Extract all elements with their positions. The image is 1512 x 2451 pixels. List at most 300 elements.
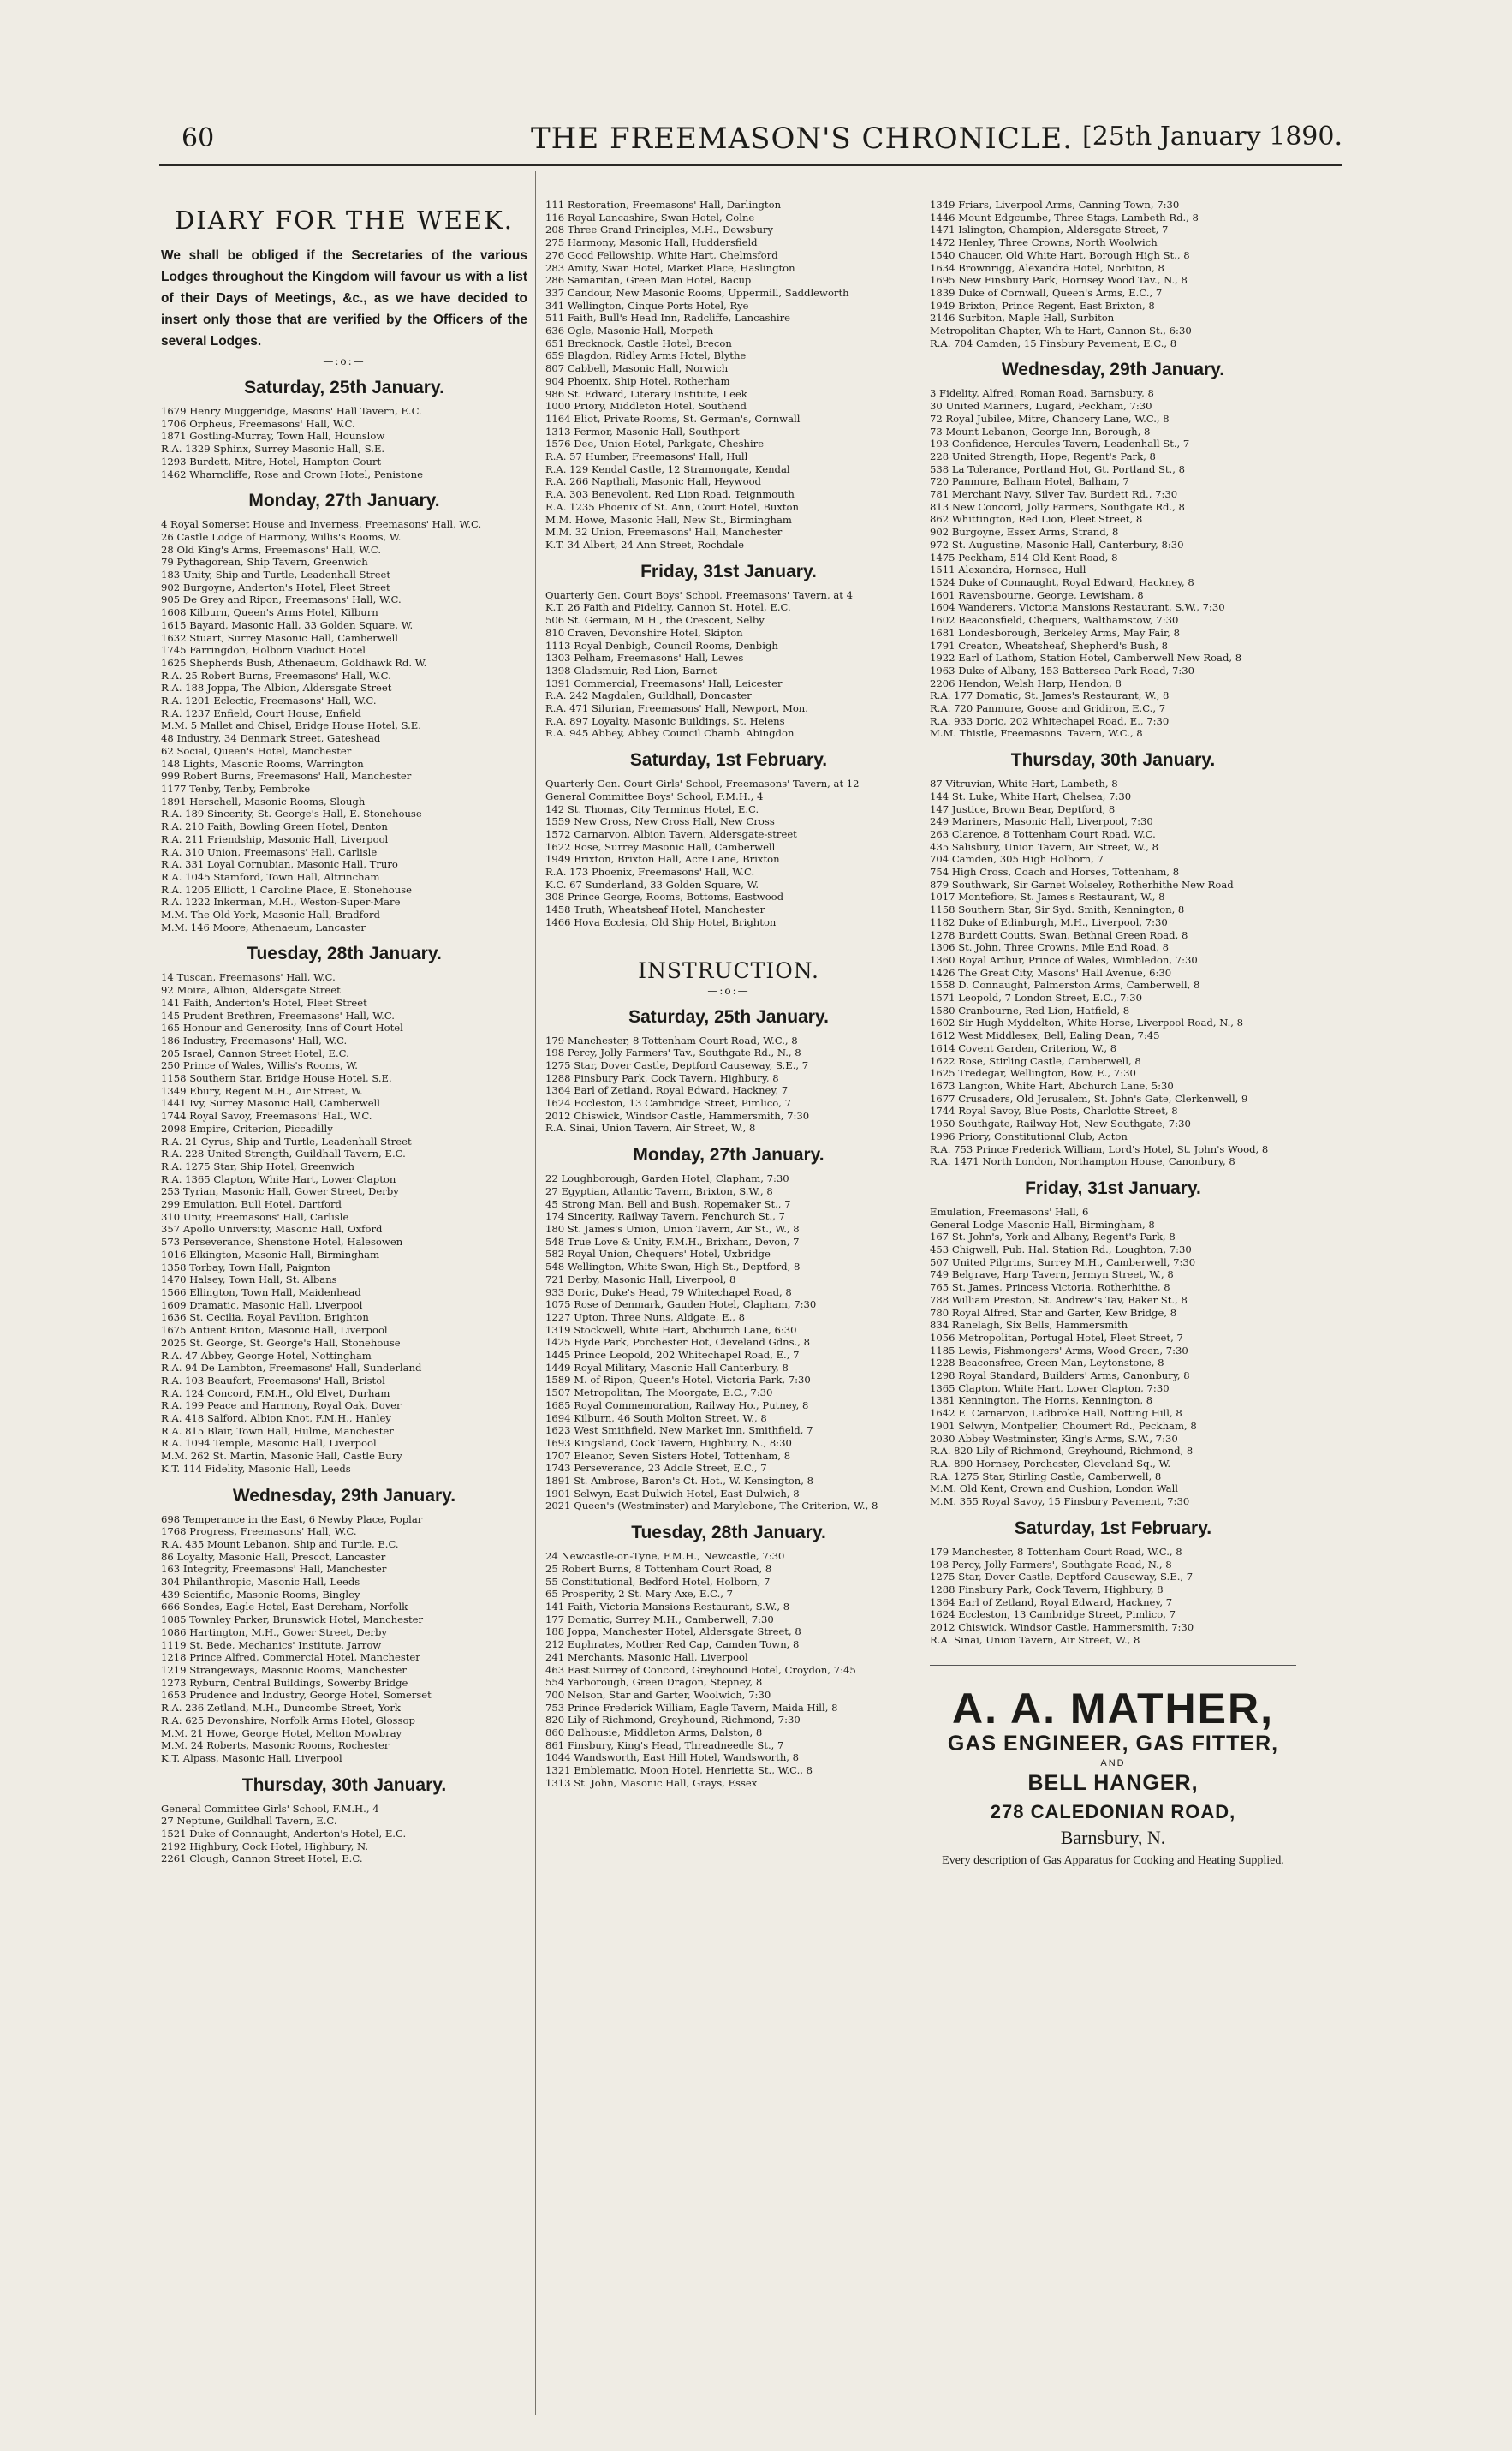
lodge-entry: R.A. 1237 Enfield, Court House, Enfield	[161, 707, 361, 719]
lodge-entry: General Committee Girls' School, F.M.H., 4	[161, 1802, 379, 1815]
lodge-entry: 1614 Covent Garden, Criterion, W., 8	[930, 1041, 1117, 1054]
lodge-entry: 1572 Carnarvon, Albion Tavern, Aldersgate-street	[545, 827, 797, 840]
lodge-entry: 573 Perseverance, Shenstone Hotel, Halesowen	[161, 1236, 403, 1249]
column-1	[161, 199, 527, 1865]
lodge-entry: 879 Southwark, Sir Garnet Wolseley, Rotherhithe New Road	[930, 878, 1234, 891]
separator: —:o:—	[707, 984, 750, 997]
entry-list	[545, 1035, 912, 1136]
lodge-entry: 506 St. Germain, M.H., the Crescent, Selby	[545, 614, 765, 627]
lodge-entry: 1446 Mount Edgcumbe, Three Stags, Lambeth Rd., 8	[930, 211, 1199, 224]
lodge-entry: 807 Cabbell, Masonic Hall, Norwich	[545, 362, 729, 375]
lodge-entry: 435 Salisbury, Union Tavern, Air Street, W., 8	[930, 840, 1158, 853]
lodge-entry: 972 St. Augustine, Masonic Hall, Canterbury, 8:30	[930, 538, 1184, 551]
lodge-entry: 1612 West Middlesex, Bell, Ealing Dean, 7:45	[930, 1029, 1160, 1042]
lodge-entry: 198 Percy, Jolly Farmers', Southgate Road, N., 8	[930, 1558, 1172, 1571]
ad-trade-2: BELL HANGER,	[1027, 1771, 1199, 1796]
lodge-entry: 834 Ranelagh, Six Bells, Hammersmith	[930, 1319, 1128, 1332]
day-heading: Thursday, 30th January.	[241, 1774, 447, 1795]
entry-list	[930, 387, 1296, 740]
entry-list	[161, 1803, 527, 1866]
lodge-entry: 1086 Hartington, M.H., Gower Street, Derby	[161, 1625, 388, 1638]
lodge-entry: 1901 Selwyn, Montpelier, Choumert Rd., Peckham, 8	[930, 1419, 1197, 1432]
entry-list	[161, 518, 527, 933]
lodge-entry: General Lodge Masonic Hall, Birmingham, 8	[930, 1218, 1155, 1231]
lodge-entry: 1288 Finsbury Park, Cock Tavern, Highbury, 8	[545, 1071, 779, 1084]
lodge-entry: 1313 Fermor, Masonic Hall, Southport	[545, 425, 740, 438]
lodge-entry: 1449 Royal Military, Masonic Hall Canterbury, 8	[545, 1361, 789, 1374]
lodge-entry: 902 Burgoyne, Essex Arms, Strand, 8	[930, 526, 1119, 539]
lodge-entry: M.M. Old Kent, Crown and Cushion, London Wall	[930, 1482, 1178, 1495]
lodge-entry: 1601 Ravensbourne, George, Lewisham, 8	[930, 588, 1144, 601]
ad-conjunction: AND	[1100, 1758, 1126, 1769]
lodge-entry: 1707 Eleanor, Seven Sisters Hotel, Tottenham, 8	[545, 1449, 791, 1462]
entry-list	[161, 1513, 527, 1765]
lodge-entry: 1922 Earl of Lathom, Station Hotel, Camberwell New Road, 8	[930, 652, 1242, 665]
lodge-entry: R.A. 331 Loyal Cornubian, Masonic Hall, Truro	[161, 858, 398, 871]
lodge-entry: 55 Constitutional, Bedford Hotel, Holborn, 7	[545, 1575, 771, 1588]
lodge-entry: 1996 Priory, Constitutional Club, Acton	[930, 1130, 1128, 1142]
page-header	[128, 120, 1342, 161]
lodge-entry: 511 Faith, Bull's Head Inn, Radcliffe, Lancashire	[545, 312, 791, 325]
lodge-entry: 1113 Royal Denbigh, Council Rooms, Denbigh	[545, 639, 778, 652]
lodge-entry: 286 Samaritan, Green Man Hotel, Bacup	[545, 274, 752, 287]
lodge-entry: General Committee Boys' School, F.M.H., 4	[545, 790, 764, 802]
day-heading: Monday, 27th January.	[248, 491, 440, 511]
lodge-entry: K.T. 114 Fidelity, Masonic Hall, Leeds	[161, 1462, 351, 1475]
lodge-entry: 721 Derby, Masonic Hall, Liverpool, 8	[545, 1273, 736, 1285]
lodge-entry: 28 Old King's Arms, Freemasons' Hall, W.C.	[161, 543, 382, 556]
lodge-entry: 1653 Prudence and Industry, George Hotel, Somerset	[161, 1689, 432, 1702]
lodge-entry: 861 Finsbury, King's Head, Threadneedle St., 7	[545, 1738, 784, 1751]
lodge-entry: 308 Prince George, Rooms, Bottoms, Eastwood	[545, 891, 784, 903]
lodge-entry: 1445 Prince Leopold, 202 Whitechapel Road, E., 7	[545, 1349, 800, 1362]
lodge-entry: 1425 Hyde Park, Porchester Hot, Cleveland Gdns., 8	[545, 1336, 811, 1349]
lodge-entry: R.A. 177 Domatic, St. James's Restaurant, W., 8	[930, 689, 1170, 702]
lodge-entry: 1679 Henry Muggeridge, Masons' Hall Tavern, E.C.	[161, 405, 422, 417]
day-heading: Saturday, 25th January.	[244, 378, 444, 397]
lodge-entry: 177 Domatic, Surrey M.H., Camberwell, 7:30	[545, 1613, 774, 1625]
lodge-entry: 45 Strong Man, Bell and Bush, Ropemaker St., 7	[545, 1197, 791, 1210]
lodge-entry: R.A. 211 Friendship, Masonic Hall, Liverpool	[161, 832, 389, 845]
lodge-entry: R.A. 188 Joppa, The Albion, Aldersgate Street	[161, 682, 392, 695]
lodge-entry: 174 Sincerity, Railway Tavern, Fenchurch St., 7	[545, 1210, 785, 1223]
lodge-entry: R.A. 945 Abbey, Abbey Council Chamb. Abingdon	[545, 727, 795, 740]
lodge-entry: 1625 Shepherds Bush, Athenaeum, Goldhawk Rd. W.	[161, 656, 427, 669]
lodge-entry: 1623 West Smithfield, New Market Inn, Smithfield, 7	[545, 1424, 813, 1437]
lodge-entry: 1044 Wandsworth, East Hill Hotel, Wandsworth, 8	[545, 1751, 800, 1764]
lodge-entry: R.A. 228 United Strength, Guildhall Tavern, E.C.	[161, 1148, 406, 1160]
lodge-entry: M.M. Thistle, Freemasons' Tavern, W.C., 8	[930, 727, 1143, 740]
lodge-entry: 1365 Clapton, White Hart, Lower Clapton, 7:30	[930, 1381, 1170, 1394]
lodge-entry: R.A. 189 Sincerity, St. George's Hall, E. Stonehouse	[161, 808, 422, 820]
lodge-entry: 299 Emulation, Bull Hotel, Dartford	[161, 1198, 342, 1211]
lodge-entry: R.A. 21 Cyrus, Ship and Turtle, Leadenhall Street	[161, 1135, 412, 1148]
lodge-entry: 765 St. James, Princess Victoria, Rotherhithe, 8	[930, 1281, 1170, 1294]
lodge-entry: 65 Prosperity, 2 St. Mary Axe, E.C., 7	[545, 1588, 734, 1601]
lodge-entry: 179 Manchester, 8 Tottenham Court Road, W.C., 8	[545, 1034, 798, 1047]
lodge-entry: 1634 Brownrigg, Alexandra Hotel, Norbiton, 8	[930, 261, 1164, 274]
continued-entries	[930, 199, 1296, 349]
lodge-entry: 1298 Royal Standard, Builders' Arms, Canonbury, 8	[930, 1369, 1190, 1382]
lodge-entry: 1624 Eccleston, 13 Cambridge Street, Pimlico, 7	[930, 1608, 1176, 1621]
lodge-entry: 250 Prince of Wales, Willis's Rooms, W.	[161, 1059, 358, 1072]
ad-description: Every description of Gas Apparatus for Cooking and Heating Supplied.	[942, 1854, 1284, 1868]
lodge-entry: 1273 Ryburn, Central Buildings, Sowerby Bridge	[161, 1676, 408, 1689]
lodge-entry: 22 Loughborough, Garden Hotel, Clapham, 7:30	[545, 1172, 789, 1185]
lodge-entry: 276 Good Fellowship, White Hart, Chelmsford	[545, 248, 778, 261]
lodge-entry: 1622 Rose, Stirling Castle, Camberwell, 8	[930, 1054, 1141, 1067]
lodge-entry: 820 Lily of Richmond, Greyhound, Richmond, 7:30	[545, 1714, 801, 1726]
lodge-entry: R.A. 625 Devonshire, Norfolk Arms Hotel, Glossop	[161, 1714, 415, 1726]
lodge-entry: 933 Doric, Duke's Head, 79 Whitechapel Road, 8	[545, 1285, 792, 1298]
lodge-entry: 253 Tyrian, Masonic Hall, Gower Street, Derby	[161, 1185, 399, 1198]
lodge-entry: R.A. 471 Silurian, Freemasons' Hall, Newport, Mon.	[545, 702, 808, 715]
lodge-entry: Quarterly Gen. Court Girls' School, Freemasons' Tavern, at 12	[545, 778, 860, 790]
lodge-entry: 144 St. Luke, White Hart, Chelsea, 7:30	[930, 790, 1132, 802]
lodge-entry: 1228 Beaconsfree, Green Man, Leytonstone, 8	[930, 1357, 1164, 1369]
lodge-entry: 1891 Herschell, Masonic Rooms, Slough	[161, 795, 366, 808]
lodge-entry: 1624 Eccleston, 13 Cambridge Street, Pimlico, 7	[545, 1097, 791, 1110]
instruction-days	[930, 360, 1296, 1646]
lodge-entry: 1441 Ivy, Surrey Masonic Hall, Camberwell	[161, 1097, 380, 1110]
lodge-entry: R.A. 1275 Star, Ship Hotel, Greenwich	[161, 1160, 354, 1172]
lodge-entry: 1278 Burdett Coutts, Swan, Bethnal Green Road, 8	[930, 928, 1188, 941]
lodge-entry: R.A. 173 Phoenix, Freemasons' Hall, W.C.	[545, 866, 755, 879]
lodge-entry: 1571 Leopold, 7 London Street, E.C., 7:30	[930, 992, 1142, 1005]
lodge-entry: R.A. 103 Beaufort, Freemasons' Hall, Bristol	[161, 1374, 385, 1387]
lodge-entry: 180 St. James's Union, Union Tavern, Air St., W., 8	[545, 1223, 800, 1235]
lodge-entry: R.A. 815 Blair, Town Hall, Hulme, Manchester	[161, 1424, 394, 1437]
lodge-entry: 1768 Progress, Freemasons' Hall, W.C.	[161, 1525, 357, 1538]
lodge-entry: 698 Temperance in the East, 6 Newby Place, Poplar	[161, 1512, 423, 1525]
lodge-entry: R.A. 1329 Sphinx, Surrey Masonic Hall, S.E.	[161, 443, 385, 456]
lodge-entry: M.M. 262 St. Martin, Masonic Hall, Castle Bury	[161, 1450, 402, 1463]
lodge-entry: 1000 Priory, Middleton Hotel, Southend	[545, 400, 747, 413]
lodge-entry: 1706 Orpheus, Freemasons' Hall, W.C.	[161, 417, 355, 430]
lodge-entry: R.A. 1471 North London, Northampton House, Canonbury, 8	[930, 1155, 1235, 1168]
lodge-entry: 167 St. John's, York and Albany, Regent's Park, 8	[930, 1231, 1176, 1243]
lodge-entry: 1075 Rose of Denmark, Gauden Hotel, Clapham, 7:30	[545, 1298, 817, 1311]
lodge-entry: Metropolitan Chapter, Wh te Hart, Cannon St., 6:30	[930, 325, 1192, 337]
lodge-entry: R.A. 1235 Phoenix of St. Ann, Court Hotel, Buxton	[545, 500, 799, 513]
day-heading: Saturday, 1st February.	[1014, 1518, 1212, 1538]
publication-title: THE FREEMASON'S CHRONICLE.	[531, 122, 1074, 156]
lodge-entry: 1472 Henley, Three Crowns, North Woolwich	[930, 236, 1158, 249]
lodge-entry: 439 Scientific, Masonic Rooms, Bingley	[161, 1588, 360, 1601]
lodge-entry: R.A. 1094 Temple, Masonic Hall, Liverpool	[161, 1437, 377, 1450]
day-heading: Monday, 27th January.	[633, 1145, 824, 1166]
lodge-entry: 1950 Southgate, Railway Hot, New Southgate, 7:30	[930, 1118, 1191, 1130]
lodge-entry: 73 Mount Lebanon, George Inn, Borough, 8	[930, 425, 1151, 438]
lodge-entry: 2012 Chiswick, Windsor Castle, Hammersmith, 7:30	[930, 1621, 1194, 1634]
lodge-entry: R.A. 94 De Lambton, Freemasons' Hall, Sunderland	[161, 1362, 422, 1375]
entry-list	[930, 778, 1296, 1168]
lodge-entry: 1426 The Great City, Masons' Hall Avenue, 6:30	[930, 966, 1172, 979]
diary-title: DIARY FOR THE WEEK.	[175, 206, 514, 235]
day-heading: Wednesday, 29th January.	[1001, 360, 1225, 380]
lodge-entry: 27 Egyptian, Atlantic Tavern, Brixton, S.W., 8	[545, 1184, 773, 1197]
column-3	[930, 199, 1296, 1867]
lodge-entry: 1695 New Finsbury Park, Hornsey Wood Tav., N., 8	[930, 274, 1188, 287]
lodge-entry: 1462 Wharncliffe, Rose and Crown Hotel, Penistone	[161, 468, 423, 480]
lodge-entry: R.A. 210 Faith, Bowling Green Hotel, Denton	[161, 820, 388, 833]
lodge-entry: 1685 Royal Commemoration, Railway Ho., Putney, 8	[545, 1398, 809, 1411]
lodge-entry: 1694 Kilburn, 46 South Molton Street, W., 8	[545, 1411, 767, 1424]
lodge-entry: 754 High Cross, Coach and Horses, Tottenham, 8	[930, 866, 1180, 879]
lodge-entry: 1675 Antient Briton, Masonic Hall, Liverpool	[161, 1324, 388, 1337]
lodge-entry: 30 United Mariners, Lugard, Peckham, 7:30	[930, 400, 1152, 413]
lodge-entry: 700 Nelson, Star and Garter, Woolwich, 7:30	[545, 1688, 771, 1701]
lodge-entry: 1398 Gladsmuir, Red Lion, Barnet	[545, 664, 717, 677]
lodge-entry: 1275 Star, Dover Castle, Deptford Causeway, S.E., 7	[545, 1059, 809, 1071]
lodge-entry: 304 Philanthropic, Masonic Hall, Leeds	[161, 1576, 360, 1589]
lodge-entry: 1963 Duke of Albany, 153 Battersea Park Road, 7:30	[930, 664, 1195, 677]
lodge-entry: 1391 Commercial, Freemasons' Hall, Leicester	[545, 677, 783, 689]
lodge-entry: 2021 Queen's (Westminster) and Marylebone, The Criterion, W., 8	[545, 1500, 878, 1512]
lodge-entry: 1558 D. Connaught, Palmerston Arms, Camberwell, 8	[930, 979, 1200, 992]
lodge-entry: 1625 Tredegar, Wellington, Bow, E., 7:30	[930, 1067, 1136, 1080]
lodge-entry: 810 Craven, Devonshire Hotel, Skipton	[545, 626, 743, 639]
lodge-entry: M.M. Howe, Masonic Hall, New St., Birmingham	[545, 513, 792, 526]
lodge-entry: 1458 Truth, Wheatsheaf Hotel, Manchester	[545, 903, 765, 916]
lodge-entry: 1218 Prince Alfred, Commercial Hotel, Manchester	[161, 1651, 420, 1664]
lodge-entry: 1681 Londesborough, Berkeley Arms, May Fair, 8	[930, 626, 1180, 639]
lodge-entry: 1313 St. John, Masonic Hall, Grays, Essex	[545, 1776, 758, 1789]
lodge-entry: 453 Chigwell, Pub. Hal. Station Rd., Loughton, 7:30	[930, 1243, 1192, 1256]
lodge-entry: 212 Euphrates, Mother Red Cap, Camden Town, 8	[545, 1638, 800, 1651]
entry-list	[161, 405, 527, 480]
lodge-entry: 548 Wellington, White Swan, High St., Deptford, 8	[545, 1261, 801, 1273]
lodge-entry: M.M. 21 Howe, George Hotel, Melton Mowbray	[161, 1726, 402, 1739]
instruction-days	[545, 1007, 912, 1790]
diary-days	[545, 562, 912, 929]
lodge-entry: R.A. 1222 Inkerman, M.H., Weston-Super-Mare	[161, 896, 401, 909]
lodge-entry: 283 Amity, Swan Hotel, Market Place, Haslington	[545, 261, 795, 274]
lodge-entry: 1632 Stuart, Surrey Masonic Hall, Camberwell	[161, 631, 399, 644]
lodge-entry: 860 Dalhousie, Middleton Arms, Dalston, 8	[545, 1726, 763, 1739]
lodge-entry: 26 Castle Lodge of Harmony, Willis's Rooms, W.	[161, 530, 402, 543]
lodge-entry: 72 Royal Jubilee, Mitre, Chancery Lane, W.C., 8	[930, 412, 1170, 425]
lodge-entry: R.A. 1045 Stamford, Town Hall, Altrincham	[161, 870, 380, 883]
lodge-entry: 263 Clarence, 8 Tottenham Court Road, W.C.	[930, 827, 1156, 840]
day-heading: Tuesday, 28th January.	[247, 944, 442, 964]
lodge-entry: R.A. 890 Hornsey, Porchester, Cleveland Sq., W.	[930, 1457, 1171, 1470]
lodge-entry: 24 Newcastle-on-Tyne, F.M.H., Newcastle, 7:30	[545, 1550, 785, 1563]
lodge-entry: Emulation, Freemasons' Hall, 6	[930, 1205, 1089, 1218]
lodge-entry: 704 Camden, 305 High Holborn, 7	[930, 853, 1104, 866]
lodge-entry: 165 Honour and Generosity, Inns of Court Hotel	[161, 1022, 403, 1035]
lodge-entry: 781 Merchant Navy, Silver Tav, Burdett Rd., 7:30	[930, 488, 1178, 501]
lodge-entry: 999 Robert Burns, Freemasons' Hall, Manchester	[161, 770, 412, 783]
lodge-entry: 275 Harmony, Masonic Hall, Huddersfield	[545, 236, 758, 249]
day-heading: Tuesday, 28th January.	[631, 1523, 826, 1543]
lodge-entry: 659 Blagdon, Ridley Arms Hotel, Blythe	[545, 349, 747, 362]
lodge-entry: 1471 Islington, Champion, Aldersgate Street, 7	[930, 224, 1169, 236]
lodge-entry: 1745 Farringdon, Holborn Viaduct Hotel	[161, 644, 366, 657]
lodge-entry: M.M. The Old York, Masonic Hall, Bradford	[161, 909, 380, 921]
lodge-entry: R.A. 242 Magdalen, Guildhall, Doncaster	[545, 689, 752, 702]
lodge-entry: 193 Confidence, Hercules Tavern, Leadenhall St., 7	[930, 438, 1190, 450]
lodge-entry: 1219 Strangeways, Masonic Rooms, Manchester	[161, 1663, 407, 1676]
lodge-entry: 142 St. Thomas, City Terminus Hotel, E.C.	[545, 802, 759, 815]
advertiser-name: A. A. MATHER,	[952, 1685, 1274, 1733]
lodge-entry: R.A. Sinai, Union Tavern, Air Street, W., 8	[545, 1122, 756, 1135]
lodge-entry: 1615 Bayard, Masonic Hall, 33 Golden Square, W.	[161, 618, 414, 631]
lodge-entry: 651 Brecknock, Castle Hotel, Brecon	[545, 337, 732, 349]
lodge-entry: 357 Apollo University, Masonic Hall, Oxford	[161, 1223, 383, 1236]
lodge-entry: 1085 Townley Parker, Brunswick Hotel, Manchester	[161, 1613, 424, 1626]
lodge-entry: 1360 Royal Arthur, Prince of Wales, Wimbledon, 7:30	[930, 953, 1198, 966]
lodge-entry: 1511 Alexandra, Hornsea, Hull	[930, 564, 1086, 576]
lodge-entry: 163 Integrity, Freemasons' Hall, Manchester	[161, 1563, 387, 1576]
lodge-entry: 1177 Tenby, Tenby, Pembroke	[161, 782, 311, 795]
lodge-entry: R.A. 1365 Clapton, White Hart, Lower Clapton	[161, 1172, 396, 1185]
lodge-entry: 749 Belgrave, Harp Tavern, Jermyn Street, W., 8	[930, 1268, 1174, 1281]
entry-list	[930, 1546, 1296, 1647]
header-rule	[159, 164, 1342, 166]
lodge-entry: 1744 Royal Savoy, Blue Posts, Charlotte Street, 8	[930, 1105, 1178, 1118]
lodge-entry: 1507 Metropolitan, The Moorgate, E.C., 7:30	[545, 1387, 773, 1399]
lodge-entry: 86 Loyalty, Masonic Hall, Prescot, Lancaster	[161, 1550, 386, 1563]
lodge-entry: M.M. 146 Moore, Athenaeum, Lancaster	[161, 921, 366, 933]
lodge-entry: 1182 Duke of Edinburgh, M.H., Liverpool, 7:30	[930, 915, 1168, 928]
day-heading: Friday, 31st January.	[1025, 1178, 1201, 1198]
lodge-entry: 463 East Surrey of Concord, Greyhound Hotel, Croydon, 7:45	[545, 1663, 856, 1676]
lodge-entry: R.A. 25 Robert Burns, Freemasons' Hall, W.C.	[161, 669, 391, 682]
lodge-entry: 1642 E. Carnarvon, Ladbroke Hall, Notting Hill, 8	[930, 1407, 1182, 1420]
ad-address: 278 CALEDONIAN ROAD,	[990, 1801, 1236, 1823]
lodge-entry: K.T. 26 Faith and Fidelity, Cannon St. Hotel, E.C.	[545, 601, 791, 614]
lodge-entry: 186 Industry, Freemasons' Hall, W.C.	[161, 1034, 348, 1047]
lodge-entry: 205 Israel, Cannon Street Hotel, E.C.	[161, 1047, 349, 1059]
lodge-entry: 1119 St. Bede, Mechanics' Institute, Jarrow	[161, 1638, 382, 1651]
lodge-entry: 507 United Pilgrims, Surrey M.H., Camberwell, 7:30	[930, 1255, 1196, 1268]
lodge-entry: 337 Candour, New Masonic Rooms, Uppermill, Saddleworth	[545, 286, 849, 299]
lodge-entry: 1540 Chaucer, Old White Hart, Borough High St., 8	[930, 248, 1190, 261]
lodge-entry: 241 Merchants, Masonic Hall, Liverpool	[545, 1650, 748, 1663]
lodge-entry: R.A. 753 Prince Frederick William, Lord's Hotel, St. John's Wood, 8	[930, 1142, 1269, 1155]
lodge-entry: 1576 Dee, Union Hotel, Parkgate, Cheshire	[545, 438, 765, 450]
lodge-entry: 208 Three Grand Principles, M.H., Dewsbury	[545, 224, 774, 236]
lodge-entry: 986 St. Edward, Literary Institute, Leek	[545, 387, 747, 400]
lodge-entry: 2030 Abbey Westminster, King's Arms, S.W., 7:30	[930, 1432, 1178, 1445]
lodge-entry: 1470 Halsey, Town Hall, St. Albans	[161, 1273, 337, 1286]
lodge-entry: 111 Restoration, Freemasons' Hall, Darlington	[545, 199, 782, 211]
entry-list	[545, 778, 912, 928]
lodge-entry: 1559 New Cross, New Cross Hall, New Cross	[545, 815, 775, 828]
lodge-entry: 145 Prudent Brethren, Freemasons' Hall, W.C.	[161, 1009, 395, 1022]
lodge-entry: 904 Phoenix, Ship Hotel, Rotherham	[545, 374, 730, 387]
lodge-entry: 341 Wellington, Cinque Ports Hotel, Rye	[545, 299, 749, 312]
lodge-entry: M.M. 32 Union, Freemasons' Hall, Manchester	[545, 526, 783, 539]
lodge-entry: 1871 Gostling-Murray, Town Hall, Hounslow	[161, 430, 385, 443]
lodge-entry: 1466 Hova Ecclesia, Old Ship Hotel, Brighton	[545, 915, 777, 928]
lodge-entry: 1521 Duke of Connaught, Anderton's Hotel, E.C.	[161, 1828, 407, 1840]
lodge-entry: R.A. 303 Benevolent, Red Lion Road, Teignmouth	[545, 488, 795, 501]
lodge-entry: 1349 Ebury, Regent M.H., Air Street, W.	[161, 1084, 363, 1097]
lodge-entry: 148 Lights, Masonic Rooms, Warrington	[161, 757, 364, 770]
lodge-entry: 14 Tuscan, Freemasons' Hall, W.C.	[161, 971, 336, 984]
lodge-entry: 780 Royal Alfred, Star and Garter, Kew Bridge, 8	[930, 1306, 1177, 1319]
lodge-entry: R.A. 124 Concord, F.M.H., Old Elvet, Durham	[161, 1387, 390, 1399]
lodge-entry: K.T. 34 Albert, 24 Ann Street, Rochdale	[545, 538, 745, 551]
lodge-entry: 1901 Selwyn, East Dulwich Hotel, East Dulwich, 8	[545, 1487, 800, 1500]
lodge-entry: R.A. 266 Napthali, Masonic Hall, Heywood	[545, 475, 761, 488]
lodge-entry: 902 Burgoyne, Anderton's Hotel, Fleet Street	[161, 581, 390, 593]
lodge-entry: R.A. 720 Panmure, Goose and Gridiron, E.C., 7	[930, 702, 1166, 715]
lodge-entry: 1164 Eliot, Private Rooms, St. German's, Cornwall	[545, 412, 801, 425]
lodge-entry: 2261 Clough, Cannon Street Hotel, E.C.	[161, 1852, 363, 1865]
lodge-entry: 116 Royal Lancashire, Swan Hotel, Colne	[545, 211, 755, 224]
diary-days	[161, 378, 527, 1865]
lodge-entry: 1321 Emblematic, Moon Hotel, Henrietta St., W.C., 8	[545, 1764, 813, 1777]
lodge-entry: R.A. 897 Loyalty, Masonic Buildings, St. Helens	[545, 714, 785, 727]
lodge-entry: 183 Unity, Ship and Turtle, Leadenhall Street	[161, 569, 391, 581]
entry-list	[545, 1172, 912, 1512]
lodge-entry: 2206 Hendon, Welsh Harp, Hendon, 8	[930, 677, 1122, 689]
ad-town: Barnsbury, N.	[1060, 1827, 1166, 1849]
lodge-entry: 179 Manchester, 8 Tottenham Court Road, W.C., 8	[930, 1545, 1182, 1558]
lodge-entry: R.A. 435 Mount Lebanon, Ship and Turtle, E.C.	[161, 1537, 399, 1550]
lodge-entry: 198 Percy, Jolly Farmers' Tav., Southgate Rd., N., 8	[545, 1047, 801, 1059]
lodge-entry: 2192 Highbury, Cock Hotel, Highbury, N.	[161, 1840, 369, 1852]
lodge-entry: R.A. 236 Zetland, M.H., Duncombe Street, York	[161, 1702, 401, 1715]
lodge-entry: R.A. 418 Salford, Albion Knot, F.M.H., Hanley	[161, 1412, 391, 1425]
lodge-entry: 1891 St. Ambrose, Baron's Ct. Hot., W. Kensington, 8	[545, 1475, 813, 1488]
lodge-entry: 2146 Surbiton, Maple Hall, Surbiton	[930, 312, 1115, 325]
lodge-entry: 538 La Tolerance, Portland Hot, Gt. Portland St., 8	[930, 462, 1185, 475]
lodge-entry: 1622 Rose, Surrey Masonic Hall, Camberwell	[545, 840, 776, 853]
entry-list	[161, 971, 527, 1475]
lodge-entry: 3 Fidelity, Alfred, Roman Road, Barnsbury, 8	[930, 387, 1154, 400]
lodge-entry: 1744 Royal Savoy, Freemasons' Hall, W.C.	[161, 1110, 372, 1123]
lodge-entry: 1227 Upton, Three Nuns, Aldgate, E., 8	[545, 1310, 746, 1323]
day-heading: Friday, 31st January.	[640, 561, 817, 581]
day-heading: Saturday, 1st February.	[629, 750, 828, 771]
lodge-entry: 2025 St. George, St. George's Hall, Stonehouse	[161, 1336, 401, 1349]
lodge-entry: 548 True Love & Unity, F.M.H., Brixham, Devon, 7	[545, 1235, 800, 1248]
lodge-entry: R.A. 57 Humber, Freemasons' Hall, Hull	[545, 450, 748, 463]
lodge-entry: 1475 Peckham, 514 Old Kent Road, 8	[930, 551, 1118, 564]
lodge-entry: 1017 Montefiore, St. James's Restaurant, W., 8	[930, 891, 1165, 903]
lodge-entry: 1319 Stockwell, White Hart, Abchurch Lane, 6:30	[545, 1323, 797, 1336]
lodge-entry: 48 Industry, 34 Denmark Street, Gateshead	[161, 732, 381, 745]
lodge-entry: K.C. 67 Sunderland, 33 Golden Square, W.	[545, 878, 759, 891]
lodge-entry: 1275 Star, Dover Castle, Deptford Causeway, S.E., 7	[930, 1571, 1194, 1583]
lodge-entry: 720 Panmure, Balham Hotel, Balham, 7	[930, 475, 1129, 488]
diary-intro: We shall be obliged if the Secretaries of the various Lodges throughout the Kingdom will favour us with a list of their Days of Meetings, &c., as we have decided to insert only those that are verified by the Officers of the several Lodges.	[161, 248, 527, 349]
lodge-entry: 1580 Cranbourne, Red Lion, Hatfield, 8	[930, 1004, 1130, 1017]
lodge-entry: R.A. 47 Abbey, George Hotel, Nottingham	[161, 1349, 372, 1362]
lodge-entry: 1791 Creaton, Wheatsheaf, Shepherd's Bush, 8	[930, 639, 1169, 652]
lodge-entry: 1524 Duke of Connaught, Royal Edward, Hackney, 8	[930, 575, 1194, 588]
lodge-entry: R.A. 129 Kendal Castle, 12 Stramongate, Kendal	[545, 462, 790, 475]
entry-list	[545, 1550, 912, 1789]
day-heading: Thursday, 30th January.	[1010, 750, 1216, 771]
lodge-entry: 310 Unity, Freemasons' Hall, Carlisle	[161, 1210, 349, 1223]
lodge-entry: 582 Royal Union, Chequers' Hotel, Uxbridge	[545, 1248, 771, 1261]
lodge-entry: 1293 Burdett, Mitre, Hotel, Hampton Court	[161, 455, 382, 468]
lodge-entry: 2098 Empire, Criterion, Piccadilly	[161, 1122, 333, 1135]
lodge-entry: 1158 Southern Star, Sir Syd. Smith, Kennington, 8	[930, 903, 1185, 916]
lodge-entry: 249 Mariners, Masonic Hall, Liverpool, 7:30	[930, 815, 1153, 828]
lodge-entry: 1636 St. Cecilia, Royal Pavilion, Brighton	[161, 1311, 369, 1324]
lodge-entry: 1602 Beaconsfield, Chequers, Walthamstow, 7:30	[930, 614, 1179, 627]
lodge-entry: 1589 M. of Ripon, Queen's Hotel, Victoria Park, 7:30	[545, 1374, 811, 1387]
lodge-entry: 1677 Crusaders, Old Jerusalem, St. John's Gate, Clerkenwell, 9	[930, 1092, 1248, 1105]
lodge-entry: 141 Faith, Anderton's Hotel, Fleet Street	[161, 996, 367, 1009]
day-heading: Saturday, 25th January.	[628, 1006, 829, 1027]
